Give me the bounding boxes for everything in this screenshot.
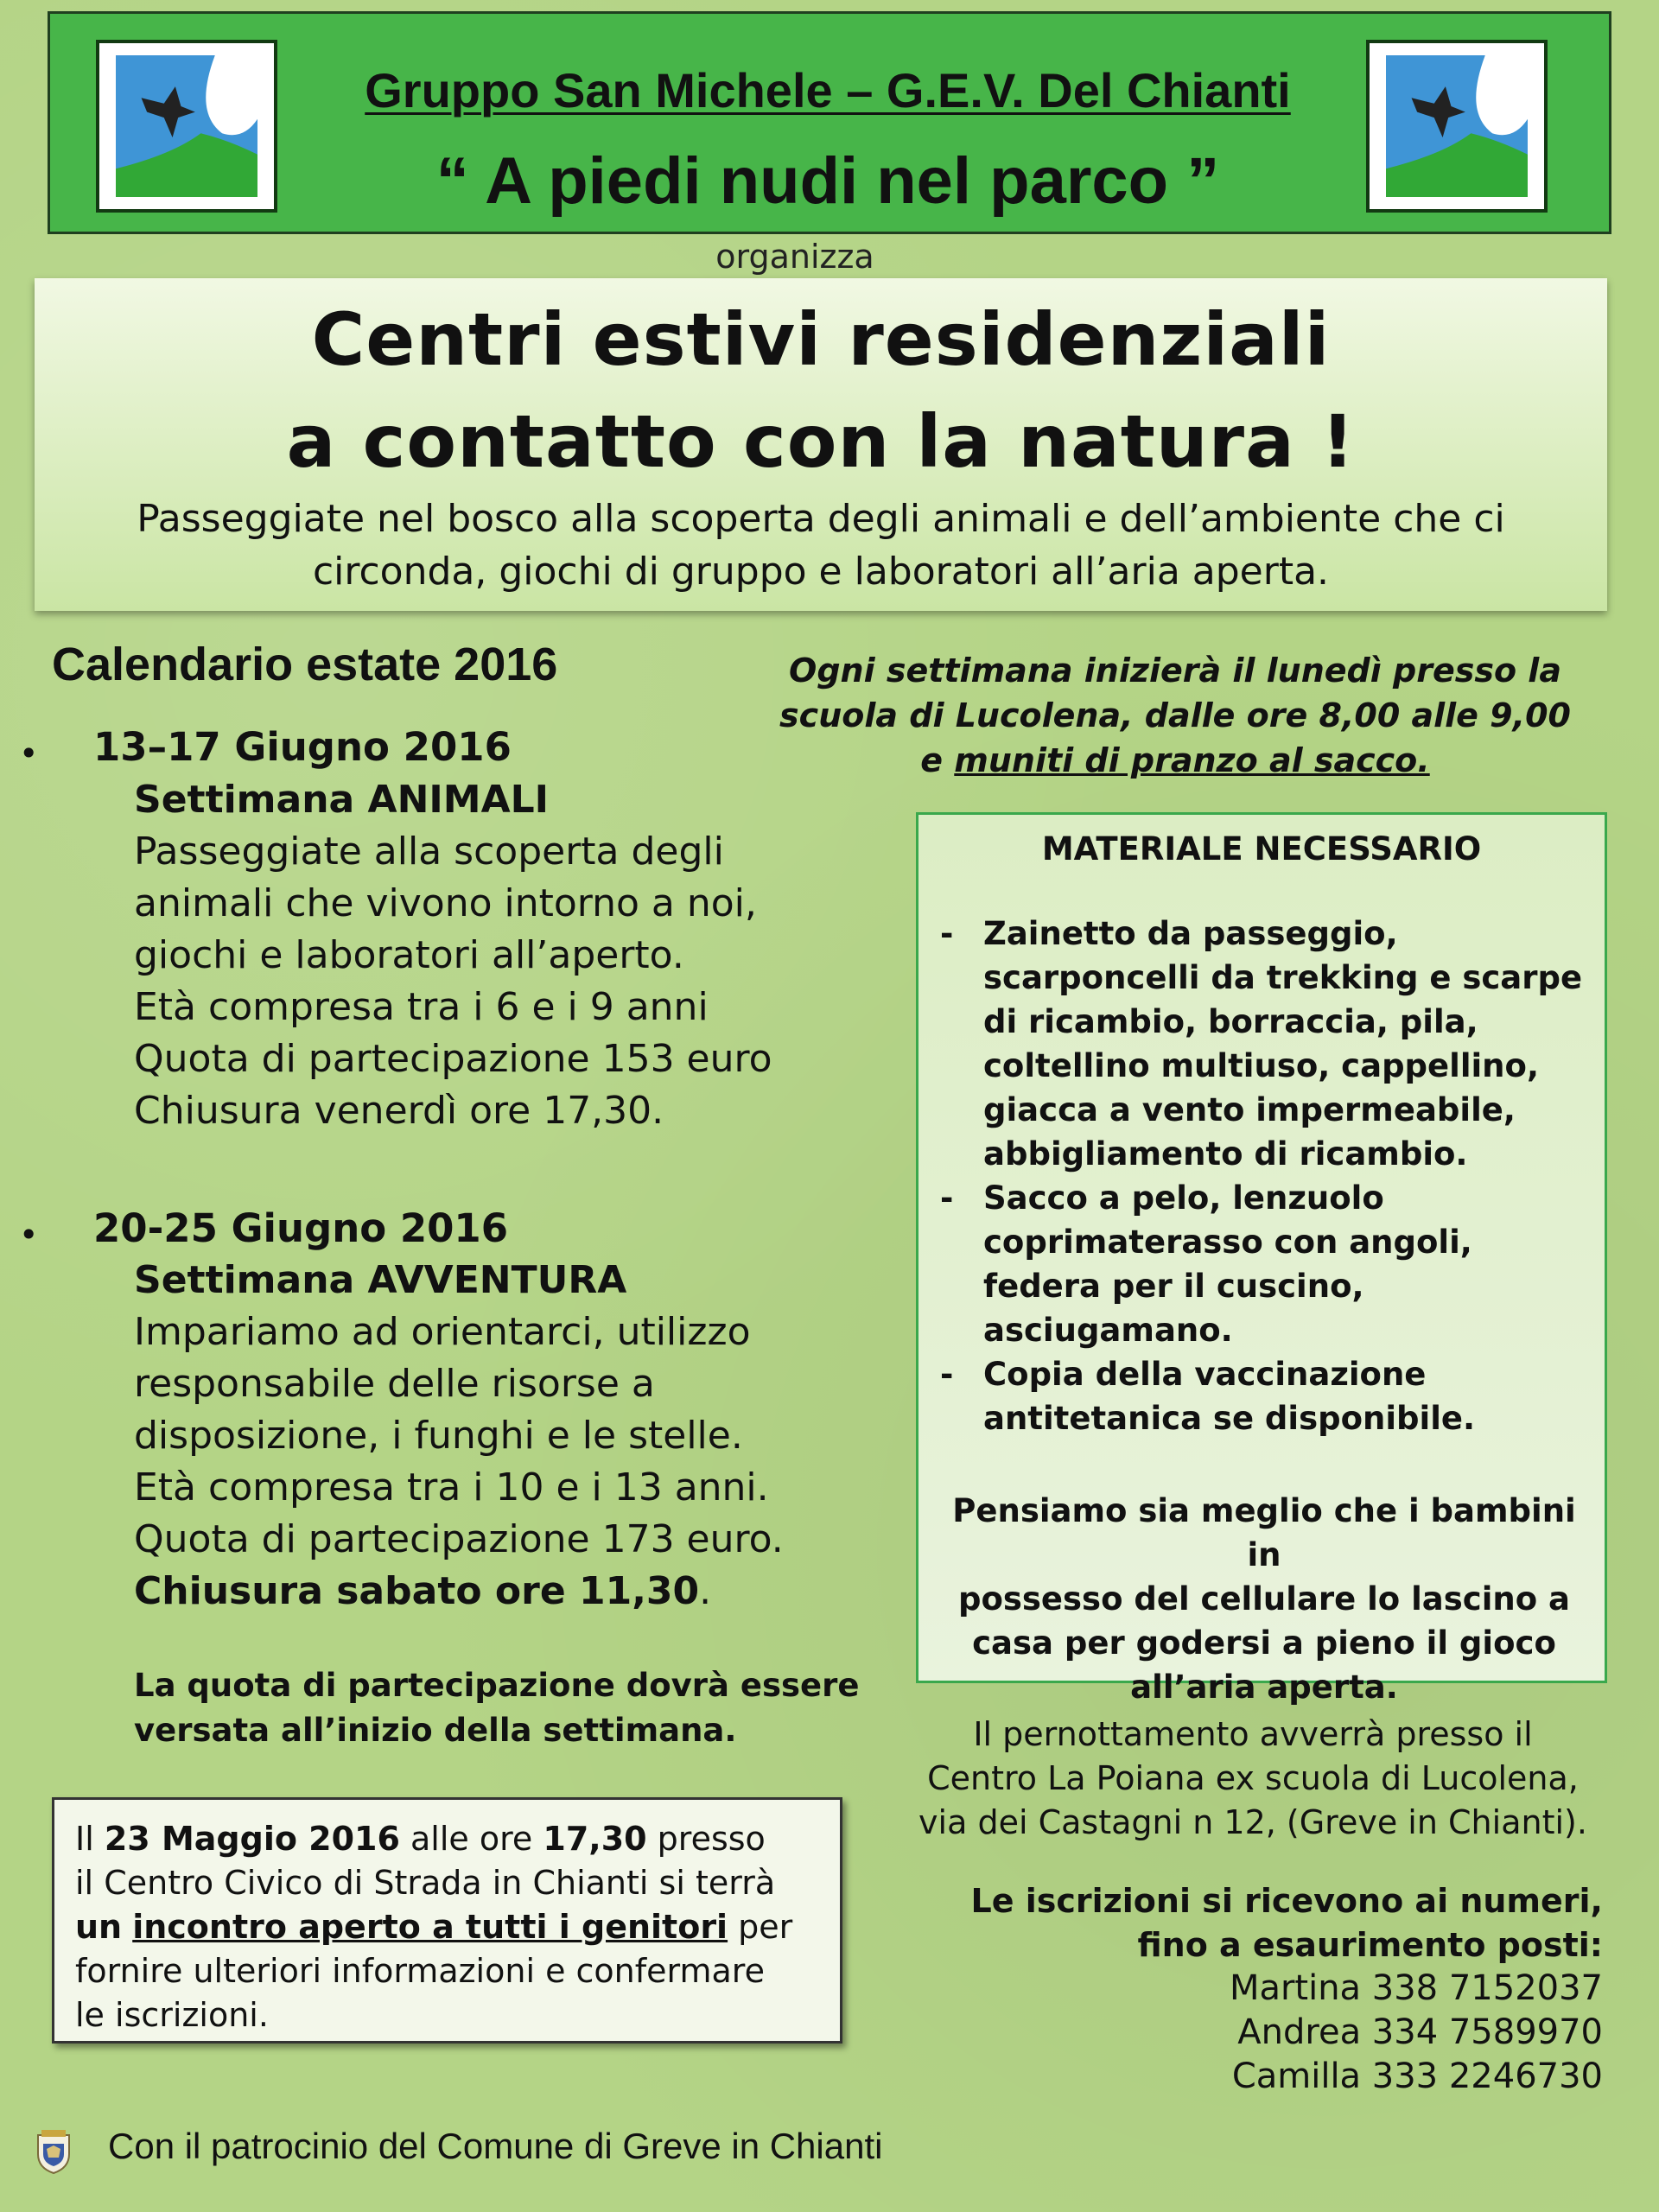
contact-phone: Andrea 334 7589970 — [1237, 2012, 1603, 2052]
organization-name: Gruppo San Michele – G.E.V. Del Chianti — [365, 63, 1291, 118]
material-line: scarponcelli da trekking e scarpe — [983, 959, 1583, 996]
main-title-banner — [35, 278, 1607, 611]
week-2-closing-period: . — [699, 1569, 712, 1613]
patronage-footer: Con il patrocinio del Comune di Greve in Chianti — [108, 2126, 883, 2166]
week-1-details — [134, 774, 772, 1137]
material-line: asciugamano. — [983, 1312, 1233, 1349]
note-line: Pensiamo sia meglio che i bambini in — [952, 1492, 1576, 1573]
registration-info — [864, 1879, 1603, 1967]
lodging-info — [873, 1713, 1633, 1845]
group-logo-right — [1366, 40, 1548, 213]
meeting-text: Il — [75, 1820, 105, 1858]
week-1-line: giochi e laboratori all’aperto. — [134, 933, 684, 977]
meeting-line-3 — [75, 1905, 819, 1949]
week-2-dates: 20-25 Giugno 2016 — [93, 1205, 509, 1251]
calendar-title: Calendario estate 2016 — [52, 639, 558, 690]
payment-note — [134, 1663, 859, 1753]
week-2-details — [134, 1255, 784, 1618]
note-line: possesso del cellulare lo lascino a — [957, 1580, 1571, 1618]
materials-title: MATERIALE NECESSARIO — [1041, 830, 1482, 868]
banner-description-line: circonda, giochi di gruppo e laboratori all’aria aperta. — [312, 550, 1330, 594]
week-1-name: Settimana ANIMALI — [134, 778, 550, 822]
material-line: di ricambio, borraccia, pila, — [983, 1003, 1478, 1040]
week-1-fee: Quota di partecipazione 153 euro — [134, 1037, 772, 1081]
payment-note-line: versata all’inizio della settimana. — [134, 1712, 737, 1749]
registration-line: fino a esaurimento posti: — [1137, 1926, 1603, 1964]
material-line: coltellino multiuso, cappellino, — [983, 1047, 1540, 1084]
dash-marker: - — [940, 1179, 954, 1217]
material-line: antitetanica se disponibile. — [983, 1400, 1476, 1437]
meeting-line-4: fornire ulteriori informazioni e confermare — [75, 1952, 765, 1990]
bird-logo-icon — [111, 55, 262, 197]
lodging-line: Il pernottamento avverrà presso il — [973, 1715, 1533, 1753]
meeting-space — [122, 1908, 132, 1946]
meeting-text: per — [728, 1908, 793, 1946]
material-line: coprimaterasso con angoli, — [983, 1224, 1472, 1261]
week-1-line: Passeggiate alla scoperta degli — [134, 830, 724, 874]
meeting-text: presso — [646, 1820, 766, 1858]
material-line: federa per il cuscino, — [983, 1268, 1364, 1305]
municipality-crest-icon — [35, 2128, 73, 2175]
contact-phone: Martina 338 7152037 — [1229, 1968, 1603, 2008]
header-banner — [48, 11, 1611, 234]
dash-marker: - — [940, 915, 954, 952]
note-line: casa per godersi a pieno il gioco — [972, 1624, 1556, 1662]
week-2-closing-line — [134, 1566, 784, 1618]
required-materials-box — [916, 812, 1607, 1706]
material-line: Copia della vaccinazione — [983, 1356, 1427, 1393]
organizza-label: organizza — [715, 238, 874, 276]
material-line: abbigliamento di ricambio. — [983, 1135, 1468, 1173]
registration-line: Le iscrizioni si ricevono ai numeri, — [970, 1882, 1603, 1920]
week-1-age: Età compresa tra i 6 e i 9 anni — [134, 985, 709, 1029]
material-item — [940, 1352, 1597, 1440]
main-title-line-2: a contatto con la natura ! — [286, 399, 1356, 484]
banner-description — [86, 493, 1555, 598]
project-subtitle: “ A piedi nudi nel parco ” — [435, 144, 1220, 218]
material-item — [940, 912, 1597, 1176]
group-logo-left — [96, 40, 277, 213]
payment-note-line: La quota di partecipazione dovrà essere — [134, 1667, 860, 1704]
banner-description-line: Passeggiate nel bosco alla scoperta degli animali e dell’ambiente che ci — [137, 497, 1505, 541]
bullet-marker: • — [19, 1216, 39, 1254]
start-info-text: e — [920, 741, 955, 779]
start-info-line: Ogni settimana inizierà il lunedì presso la — [789, 652, 1561, 690]
materials-list — [940, 912, 1597, 1440]
week-2-name: Settimana AVVENTURA — [134, 1258, 627, 1302]
week-1-dates: 13–17 Giugno 2016 — [93, 724, 512, 770]
contact-phone: Camilla 333 2246730 — [1231, 2056, 1603, 2096]
week-1-closing: Chiusura venerdì ore 17,30. — [134, 1089, 664, 1133]
material-item — [940, 1176, 1597, 1352]
meeting-line-2: il Centro Civico di Strada in Chianti si terrà — [75, 1864, 776, 1902]
packed-lunch-note: muniti di pranzo al sacco. — [954, 741, 1430, 779]
meeting-un: un — [75, 1908, 123, 1946]
parents-meeting-box — [52, 1797, 842, 2044]
phone-advice-note — [936, 1489, 1592, 1709]
lodging-address: via dei Castagni n 12, (Greve in Chianti). — [918, 1803, 1587, 1841]
material-line: giacca a vento impermeabile, — [983, 1091, 1516, 1128]
meeting-line-5: le iscrizioni. — [75, 1996, 269, 2034]
material-line: Zainetto da passeggio, — [983, 915, 1398, 952]
week-2-closing: Chiusura sabato ore 11,30 — [134, 1569, 700, 1613]
material-line: Sacco a pelo, lenzuolo — [983, 1179, 1384, 1217]
weekly-start-info — [760, 648, 1590, 783]
meeting-time: 17,30 — [543, 1820, 647, 1858]
meeting-line-1 — [75, 1817, 819, 1861]
week-2-line: disposizione, i funghi e le stelle. — [134, 1414, 743, 1458]
week-2-line: responsabile delle risorse a — [134, 1362, 655, 1406]
main-title-line-1: Centri estivi residenziali — [311, 297, 1331, 382]
meeting-open-invite: incontro aperto a tutti i genitori — [132, 1908, 728, 1946]
bullet-marker: • — [19, 734, 39, 772]
dash-marker: - — [940, 1356, 954, 1393]
start-info-line — [760, 738, 1590, 783]
meeting-text: alle ore — [399, 1820, 543, 1858]
bird-logo-icon — [1382, 55, 1532, 197]
lodging-line: Centro La Poiana ex scuola di Lucolena, — [927, 1759, 1579, 1797]
meeting-date: 23 Maggio 2016 — [104, 1820, 400, 1858]
week-1-line: animali che vivono intorno a noi, — [134, 881, 757, 925]
week-2-age: Età compresa tra i 10 e i 13 anni. — [134, 1465, 769, 1510]
week-2-line: Impariamo ad orientarci, utilizzo — [134, 1310, 751, 1354]
start-info-line: scuola di Lucolena, dalle ore 8,00 alle 9,00 — [779, 696, 1571, 734]
note-line: all’aria aperta. — [1130, 1669, 1398, 1706]
week-2-fee: Quota di partecipazione 173 euro. — [134, 1517, 784, 1561]
